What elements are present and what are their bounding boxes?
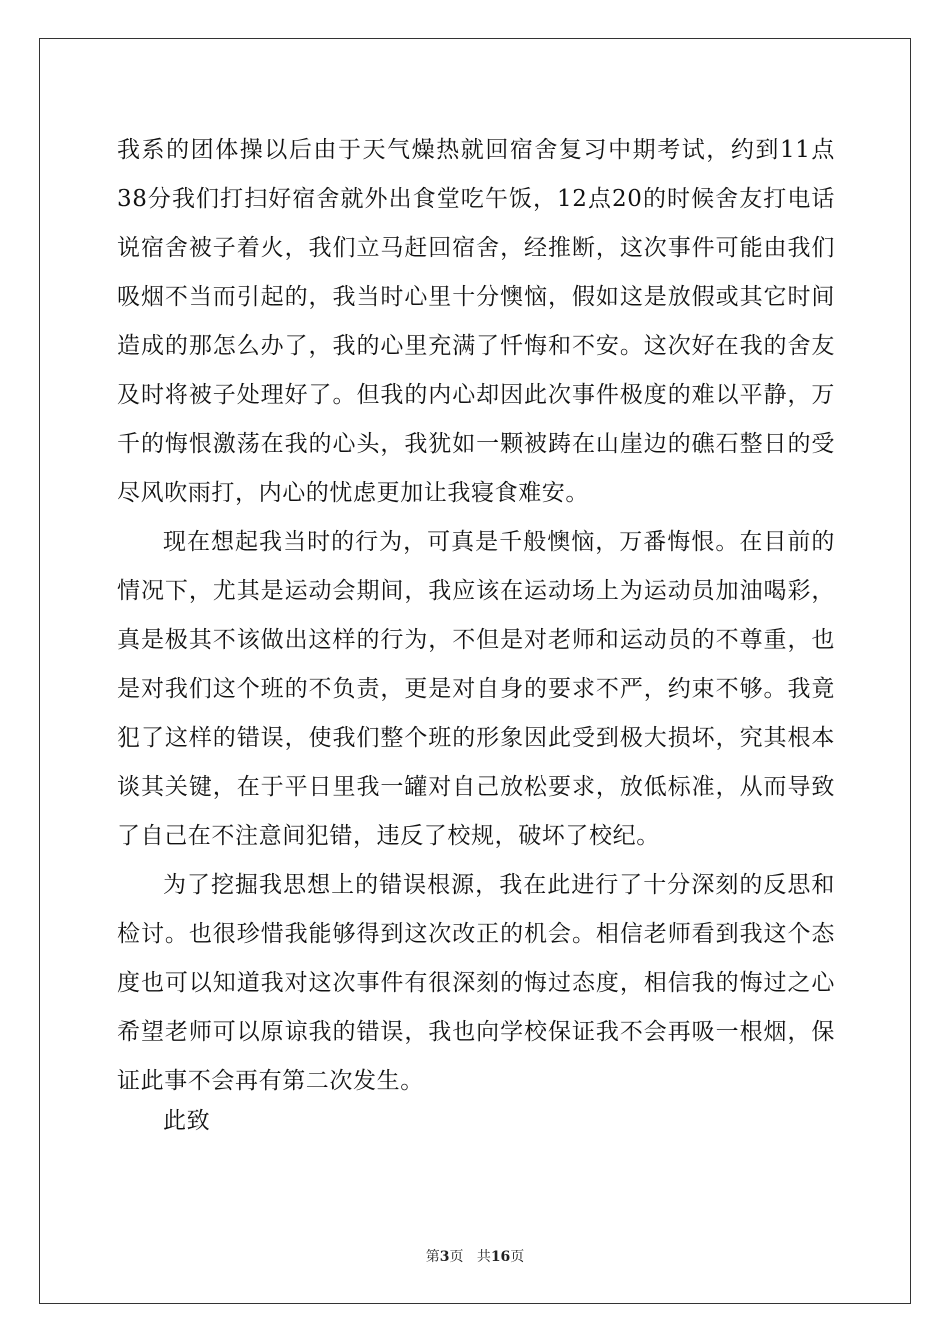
total-pages: 16 [490, 1249, 511, 1265]
page-suffix: 页 [449, 1249, 464, 1265]
page-footer [0, 1246, 950, 1266]
paragraph-2-line-6: 谈其关键，在于平日里我一罐对自己放松要求，放低标准，从而导致 [117, 774, 835, 800]
total-suffix: 页 [510, 1249, 525, 1265]
page-number: 3 [439, 1249, 450, 1265]
total-prefix: 共 [476, 1249, 491, 1265]
paragraph-1-line-4: 吸烟不当而引起的，我当时心里十分懊恼，假如这是放假或其它时间 [117, 284, 835, 310]
paragraph-2-line-4: 是对我们这个班的不负责，更是对自身的要求不严，约束不够。我竟 [117, 676, 835, 702]
paragraph-3-line-5: 证此事不会再有第二次发生。 [117, 1068, 424, 1094]
paragraph-2-line-5: 犯了这样的错误，使我们整个班的形象因此受到极大损坏，究其根本 [117, 725, 835, 751]
paragraph-1-line-3: 说宿舍被子着火，我们立马赶回宿舍，经推断，这次事件可能由我们 [117, 235, 835, 261]
paragraph-1-line-6: 及时将被子处理好了。但我的内心却因此次事件极度的难以平静，万 [117, 382, 835, 408]
paragraph-3-line-4: 希望老师可以原谅我的错误，我也向学校保证我不会再吸一根烟，保 [117, 1019, 835, 1045]
page-prefix: 第 [425, 1249, 440, 1265]
paragraph-1-line-7: 千的悔恨激荡在我的心头，我犹如一颗被踌在山崖边的礁石整日的受 [117, 431, 835, 457]
paragraph-1-line-1: 我系的团体操以后由于天气燥热就回宿舍复习中期考试，约到11点 [117, 137, 835, 163]
closing-salutation: 此致 [163, 1108, 211, 1134]
paragraph-3-line-2: 检讨。也很珍惜我能够得到这次改正的机会。相信老师看到我这个态 [117, 921, 835, 947]
paragraph-1-line-2: 38分我们打扫好宿舍就外出食堂吃午饭，12点20的时候舍友打电话 [117, 186, 835, 212]
paragraph-3-line-3: 度也可以知道我对这次事件有很深刻的悔过态度，相信我的悔过之心 [117, 970, 835, 996]
paragraph-2-line-3: 真是极其不该做出这样的行为，不但是对老师和运动员的不尊重，也 [117, 627, 835, 653]
letter-body [117, 126, 835, 1106]
paragraph-2-line-2: 情况下，尤其是运动会期间，我应该在运动场上为运动员加油喝彩， [117, 578, 835, 604]
paragraph-1-line-5: 造成的那怎么办了，我的心里充满了忏悔和不安。这次好在我的舍友 [117, 333, 835, 359]
paragraph-1-line-8: 尽风吹雨打，内心的忧虑更加让我寝食难安。 [117, 480, 589, 506]
paragraph-2-line-7: 了自己在不注意间犯错，违反了校规，破坏了校纪。 [117, 823, 660, 849]
paragraph-3-line-1: 为了挖掘我思想上的错误根源，我在此进行了十分深刻的反思和 [163, 872, 835, 898]
paragraph-2-line-1: 现在想起我当时的行为，可真是千般懊恼，万番悔恨。在目前的 [163, 529, 835, 555]
